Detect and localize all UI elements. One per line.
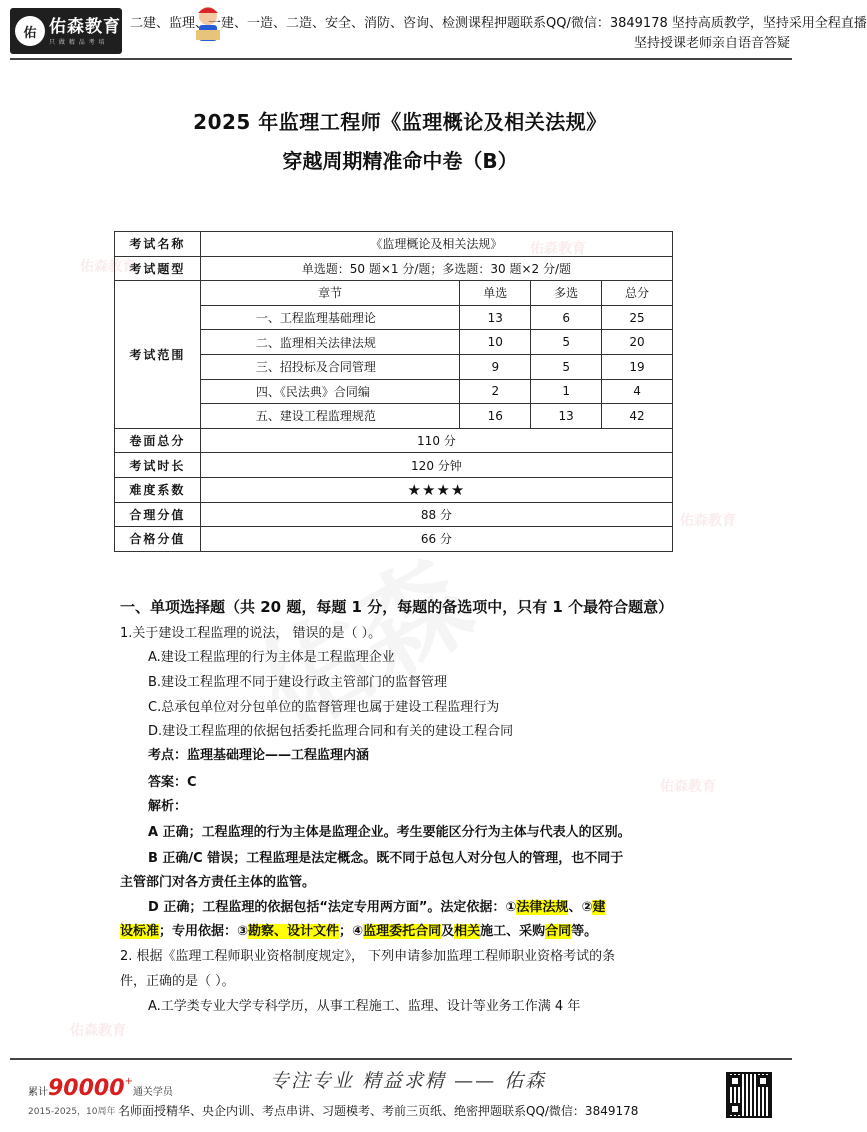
scope-single: 9 <box>460 354 531 379</box>
qr-finder <box>729 1103 741 1115</box>
scope-chapter: 五、建设工程监理规范 <box>200 404 460 429</box>
watermark-logo: 佑森教育 <box>70 1023 126 1039</box>
question-2-title-cont: 件，正确的是（ ）。 <box>120 974 235 989</box>
watermark-logo: 佑森教育 <box>680 513 736 529</box>
table-row <box>115 527 673 552</box>
duration-label: 考试时长 <box>115 453 201 478</box>
total-score-value: 110 分 <box>200 428 672 453</box>
count-value: 90000 <box>48 1076 125 1101</box>
scope-single: 10 <box>460 330 531 355</box>
highlight: 监理委托合同 <box>363 924 442 939</box>
highlight: 法律法规 <box>516 900 569 915</box>
question-1-explanation-d <box>148 898 605 918</box>
explanation-text: 及 <box>441 924 455 939</box>
scope-total: 25 <box>602 305 673 330</box>
question-1-option-d: D.建设工程监理的依据包括委托监理合同和有关的建设工程合同 <box>148 724 514 739</box>
table-row <box>115 256 673 281</box>
scope-chapter: 一、工程监理基础理论 <box>200 305 460 330</box>
question-1-option-b: B.建设工程监理不同于建设行政主管部门的监督管理 <box>148 675 448 690</box>
scope-multi: 6 <box>531 305 602 330</box>
header-divider <box>10 58 792 60</box>
table-row <box>115 281 673 306</box>
question-2-option-a: A.工学类专业大学专科学历，从事工程施工、监理、设计等业务工作满 4 年 <box>148 999 581 1014</box>
highlight: 勘察、设计文件 <box>248 924 340 939</box>
explanation-text: 施工、采购 <box>480 924 546 939</box>
table-row <box>115 232 673 257</box>
page-header <box>0 0 867 64</box>
footer-years: 2015-2025，10周年 <box>28 1107 116 1117</box>
scope-single: 13 <box>460 305 531 330</box>
header-tagline: 坚持授课老师亲自语音答疑 <box>633 36 790 51</box>
brand-logo[interactable] <box>10 8 122 54</box>
scope-chapter: 三、招投标及合同管理 <box>200 354 460 379</box>
section-heading: 一、单项选择题（共 20 题，每题 1 分，每题的备选项中，只有 1 个最符合题意） <box>120 598 674 616</box>
scope-total: 4 <box>602 379 673 404</box>
scope-header-chapter: 章节 <box>200 281 460 306</box>
question-1-analysis-label: 解析： <box>148 799 188 814</box>
footer-divider <box>10 1058 792 1060</box>
logo-name: 佑森教育 <box>49 16 121 37</box>
scope-header-single: 单选 <box>460 281 531 306</box>
scope-total: 19 <box>602 354 673 379</box>
pass-score-label: 合格分值 <box>115 527 201 552</box>
table-row <box>115 502 673 527</box>
exam-type-label: 考试题型 <box>115 256 201 281</box>
question-1-explanation-d-cont <box>120 922 597 942</box>
reasonable-score-value: 88 分 <box>200 502 672 527</box>
scope-multi: 5 <box>531 354 602 379</box>
scope-multi: 5 <box>531 330 602 355</box>
watermark-logo: 佑森教育 <box>660 779 716 795</box>
qr-finder <box>757 1075 769 1087</box>
question-1-explanation-bc-cont: 主管部门对各方责任主体的监管。 <box>120 875 316 890</box>
highlight: 设标准 <box>120 924 160 939</box>
question-1-option-c: C.总承包单位对分包单位的监督管理也属于建设工程监理行为 <box>148 700 500 715</box>
scope-header-multi: 多选 <box>531 281 602 306</box>
footer-slogan: 专注专业 精益求精 —— 佑森 <box>270 1070 547 1092</box>
question-1-point: 考点：监理基础理论——工程监理内涵 <box>148 748 370 763</box>
question-1-explanation-bc: B 正确/C 错误；工程监理是法定概念。既不同于总包人对分包人的管理，也不同于 <box>148 851 624 866</box>
header-contact-line: 二建、监理、一建、一造、二造、安全、消防、咨询、检测课程押题联系QQ/微信：3849178 坚持高质教学，坚持采用全程直播 <box>130 16 867 31</box>
exam-name-label: 考试名称 <box>115 232 201 257</box>
highlight: 相关 <box>454 924 481 939</box>
difficulty-stars: ★★★★ <box>200 477 672 502</box>
scope-chapter: 二、监理相关法律法规 <box>200 330 460 355</box>
exam-name-value: 《监理概论及相关法规》 <box>200 232 672 257</box>
scope-total: 42 <box>602 404 673 429</box>
footer-contact-line: 名师面授精华、央企内训、考点串讲、习题模考、考前三页纸、绝密押题联系QQ/微信：3849178 <box>118 1104 639 1118</box>
highlight: 建 <box>592 900 606 915</box>
watermark-logo: 佑森教育 <box>530 241 586 257</box>
count-prefix: 累计 <box>28 1087 48 1098</box>
explanation-text: D 正确；工程监理的依据包括“法定专用两方面”。法定依据：① <box>148 900 517 915</box>
logo-tagline: 只 做 精 品 考 培 <box>49 38 106 46</box>
question-1-answer: 答案：C <box>148 775 197 790</box>
explanation-text: ；专用依据：③ <box>159 924 249 939</box>
explanation-text: 、② <box>568 900 593 915</box>
qr-code-icon[interactable] <box>726 1072 772 1118</box>
scope-multi: 13 <box>531 404 602 429</box>
explanation-text: 等。 <box>571 924 598 939</box>
table-row <box>115 477 673 502</box>
exam-info-table <box>114 231 673 552</box>
document-title: 2025 年监理工程师《监理概论及相关法规》 <box>193 110 607 134</box>
exam-scope-label: 考试范围 <box>115 281 201 429</box>
scope-chapter: 四、《民法典》合同编 <box>200 379 460 404</box>
scope-total: 20 <box>602 330 673 355</box>
scope-multi: 1 <box>531 379 602 404</box>
students-count <box>28 1076 173 1101</box>
logo-text <box>49 17 121 46</box>
difficulty-label: 难度系数 <box>115 477 201 502</box>
watermark-logo: 佑森教育 <box>80 259 136 275</box>
reasonable-score-label: 合理分值 <box>115 502 201 527</box>
scope-single: 2 <box>460 379 531 404</box>
qr-finder <box>729 1075 741 1087</box>
total-score-label: 卷面总分 <box>115 428 201 453</box>
highlight: 合同 <box>545 924 572 939</box>
table-row <box>115 428 673 453</box>
logo-mark-icon: 佑 <box>15 16 45 46</box>
table-row <box>115 453 673 478</box>
question-1-option-a: A.建设工程监理的行为主体是工程监理企业 <box>148 650 395 665</box>
document-subtitle: 穿越周期精准命中卷（B） <box>282 149 518 173</box>
count-suffix: 通关学员 <box>132 1087 173 1098</box>
question-2-title: 2. 根据《监理工程师职业资格制度规定》， 下列申请参加监理工程师职业资格考试的条 <box>120 949 616 964</box>
count-plus: + <box>124 1076 133 1087</box>
pass-score-value: 66 分 <box>200 527 672 552</box>
exam-type-value: 单选题：50 题×1 分/题；多选题：30 题×2 分/题 <box>200 256 672 281</box>
scope-single: 16 <box>460 404 531 429</box>
explanation-text: ；④ <box>339 924 364 939</box>
duration-value: 120 分钟 <box>200 453 672 478</box>
scope-header-total: 总分 <box>602 281 673 306</box>
question-1-title: 1.关于建设工程监理的说法， 错误的是（ ）。 <box>120 626 382 641</box>
question-1-explanation-a: A 正确；工程监理的行为主体是监理企业。考生要能区分行为主体与代表人的区别。 <box>148 825 631 840</box>
